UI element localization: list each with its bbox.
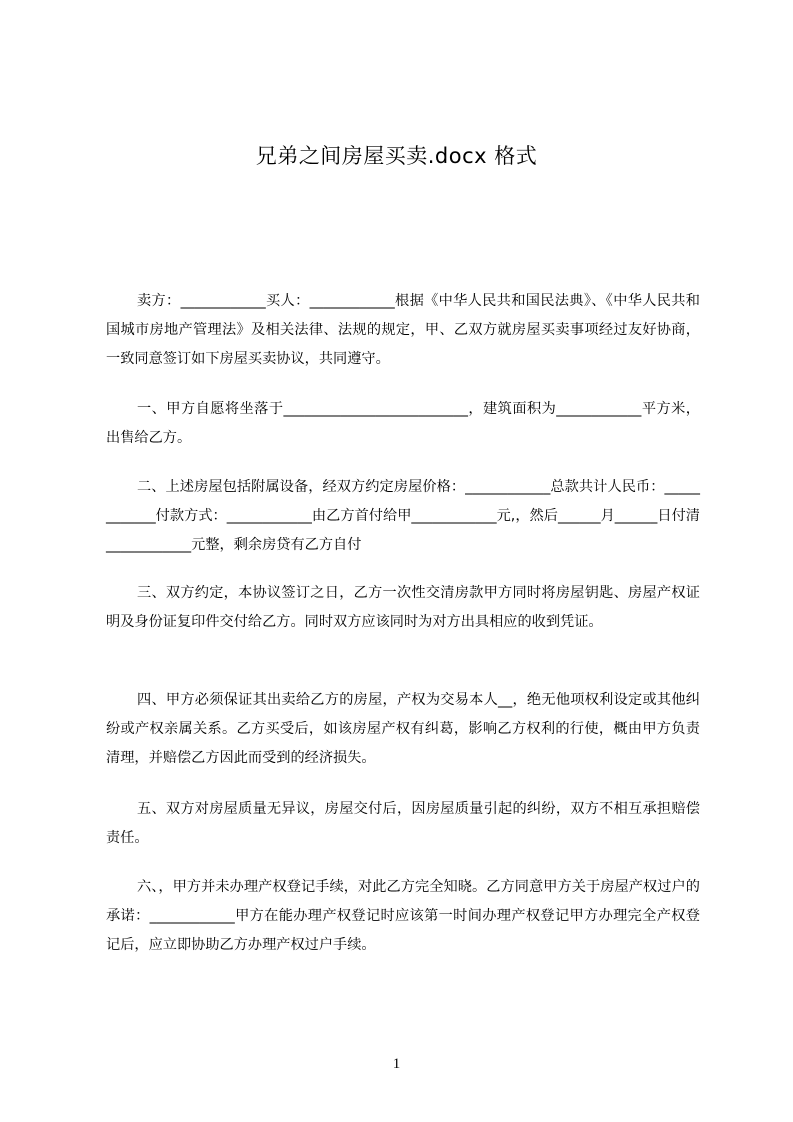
- page-number: 1: [392, 1056, 401, 1072]
- paragraph-clause-4: 四、甲方必须保证其出卖给乙方的房屋，产权为交易本人__，绝无他项权利设定或其他纠纷或产权亲属关系。乙方买受后，如该房屋产权有纠葛，影响乙方权利的行使，概由甲方负责清理，并赔偿乙方因此而受到的经济损失。: [106, 692, 700, 766]
- paragraph-preamble: 卖方：____________买人：____________根据《中华人民共和国民法典》、《中华人民共和国城市房地产管理法》及相关法律、法规的规定，甲、乙双方就房屋买卖事项经过友好协商，一致同意签订如下房屋买卖协议，共同遵守。: [106, 293, 700, 367]
- paragraph-clause-3: 三、双方约定，本协议签订之日，乙方一次性交清房款甲方同时将房屋钥匙、房屋产权证明及身份证复印件交付给乙方。同时双方应该同时为对方出具相应的收到凭证。: [106, 585, 700, 630]
- document-title: 兄弟之间房屋买卖.docx 格式: [255, 144, 538, 168]
- paragraph-clause-6: 六、，甲方并未办理产权登记手续，对此乙方完全知晓。乙方同意甲方关于房屋产权过户的承诺：____________甲方在能办理产权登记时应该第一时间办理产权登记甲方办理完全产权登记后，应立即协助乙方办理产权过户手续。: [106, 879, 700, 953]
- paragraph-clause-5: 五、双方对房屋质量无异议，房屋交付后，因房屋质量引起的纠纷，双方不相互承担赔偿责任。: [106, 801, 700, 846]
- paragraph-clause-2: 二、上述房屋包括附属设备，经双方约定房屋价格：____________总款共计人民币：____________付款方式：____________由乙方首付给甲____________元,，然后______月______日付清____________元整，剩余房贷有乙方自付: [106, 479, 700, 553]
- paragraph-clause-1: 一、甲方自愿将坐落于__________________________，建筑面积为____________平方米，出售给乙方。: [106, 401, 700, 446]
